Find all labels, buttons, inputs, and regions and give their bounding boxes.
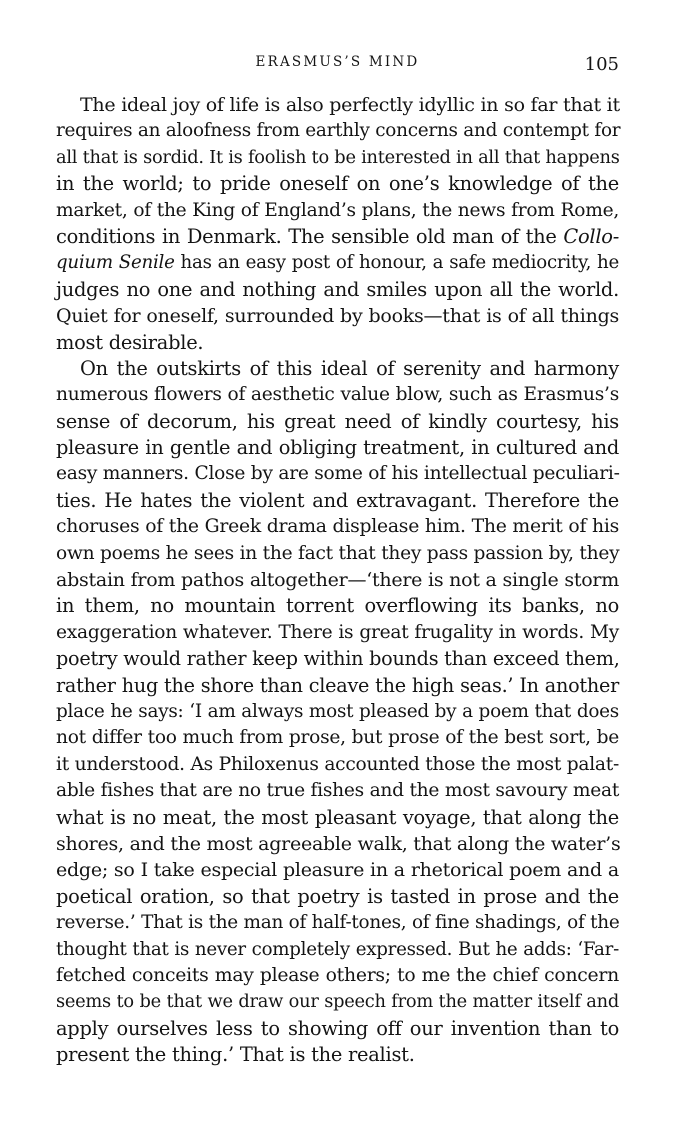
text-line: Quiet for oneself, surrounded by books—that is of all things	[56, 305, 619, 328]
text-line: edge; so I take especial pleasure in a rhetorical poem and a	[56, 859, 619, 882]
text-line: fetched conceits may please others; to me the chief concern	[56, 964, 619, 986]
text-line: seems to be that we draw our speech from the matter itself and	[56, 991, 619, 1013]
text-line: judges no one and nothing and smiles upon all the world.	[56, 277, 619, 301]
text-line: in the world; to pride oneself on one’s knowledge of the	[56, 172, 619, 196]
text-line: pleasure in gentle and obliging treatment, in cultured and	[56, 436, 619, 460]
text-line: abstain from pathos altogether—‘there is not a single storm	[56, 569, 619, 592]
text-line: rather hug the shore than cleave the high seas.’ In another	[56, 673, 619, 697]
page-number: 105	[584, 54, 619, 75]
text-line: easy manners. Close by are some of his intellectual peculiari-	[56, 463, 620, 485]
text-line: place he says: ‘I am always most pleased by a poem that does	[56, 700, 619, 722]
text-line: present the thing.’ That is the realist.	[56, 1043, 415, 1067]
italic-title: Collo-	[563, 224, 619, 248]
text-line: quium Senile has an easy post of honour, a safe mediocrity, he	[56, 252, 619, 274]
text-line: ties. He hates the violent and extravagant. Therefore the	[56, 488, 619, 512]
text-line: not differ too much from prose, but prose of the best sort, be	[56, 727, 619, 749]
text-line: conditions in Denmark. The sensible old man of the Collo-	[56, 224, 619, 248]
text-line: On the outskirts of this ideal of serenity and harmony	[80, 356, 619, 380]
text-line: reverse.’ That is the man of half-tones, of fine shadings, of the	[56, 912, 620, 934]
text-line: what is no meat, the most pleasant voyage, that along the	[56, 805, 619, 829]
body-text	[56, 92, 619, 1068]
text-line: poetry would rather keep within bounds than exceed them,	[56, 647, 620, 671]
text-line: own poems he sees in the fact that they pass passion by, they	[56, 542, 620, 564]
text-line: requires an aloofness from earthly concerns and contempt for	[56, 120, 621, 142]
text-line: poetical oration, so that poetry is tasted in prose and the	[56, 884, 619, 908]
italic-title: quium Senile	[56, 252, 175, 274]
text-line: The ideal joy of life is also perfectly idyllic in so far that it	[80, 94, 620, 116]
text-line: choruses of the Greek drama displease him. The merit of his	[56, 516, 619, 538]
text-line: market, of the King of England’s plans, the news from Rome,	[56, 199, 619, 221]
text-line: apply ourselves less to showing off our invention than to	[56, 1016, 619, 1040]
text-line: able fishes that are no true fishes and the most savoury meat	[56, 780, 620, 802]
text-line: sense of decorum, his great need of kindly courtesy, his	[56, 409, 619, 433]
text-line: in them, no mountain torrent overflowing its banks, no	[56, 594, 619, 618]
text-line: shores, and the most agreeable walk, that along the water’s	[56, 832, 621, 855]
text-line: exaggeration whatever. There is great frugality in words. My	[56, 621, 619, 643]
text-line: numerous flowers of aesthetic value blow, such as Erasmus’s	[56, 384, 619, 406]
text-line: it understood. As Philoxenus accounted those the most palat-	[56, 753, 619, 775]
text-line: all that is sordid. It is foolish to be interested in all that happens	[56, 146, 620, 168]
text-line: most desirable.	[56, 330, 204, 354]
running-head	[56, 54, 619, 84]
text-line: thought that is never completely expressed. But he adds: ‘Far-	[56, 938, 619, 960]
running-title: ERASMUS’S MIND	[255, 54, 420, 70]
